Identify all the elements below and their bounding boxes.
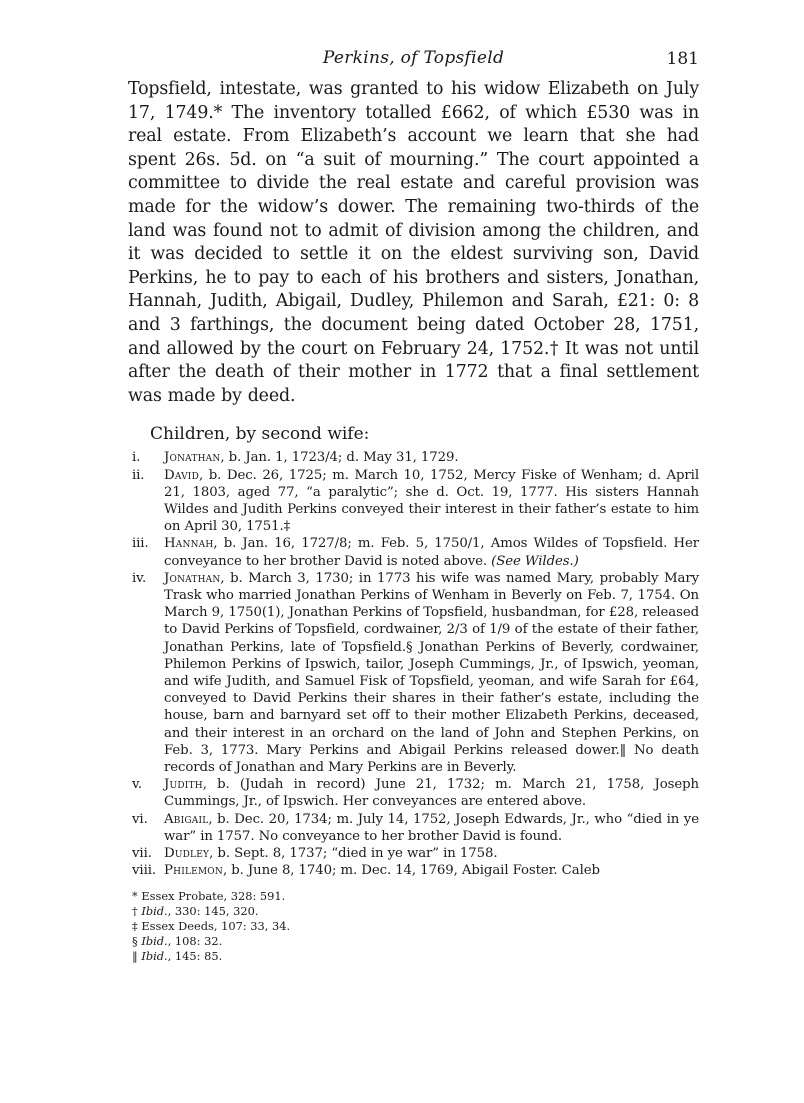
child-name: Jonathan: [164, 450, 221, 466]
child-numeral: ii.: [132, 467, 145, 483]
footnote: [132, 934, 699, 949]
body-paragraph: Topsfield, intestate, was granted to his widow Elizabeth on July 17, 1749.* The inventory totalled £662, of which £530 was in real estate. From Elizabeth’s account we learn that she had spent 26s. 5d. on “a suit of mourning.” The court appointed a committee to divide the real estate and careful provision was made for the widow’s dower. The remaining two-thirds of the land was found not to admit of division among the children, and it was decided to settle it on the eldest surviving son, David Perkins, he to pay to each of his brothers and sisters, Jonathan, Hannah, Judith, Abigail, Dudley, Philemon and Sarah, £21: 0: 8 and 3 farthings, the document being dated October 28, 1751, and allowed by the court on February 24, 1752.† It was not until after the death of their mother in 1772 that a final settlement was made by deed.: [128, 79, 699, 406]
child-numeral: iii.: [132, 536, 149, 552]
footnote-text: Essex Probate, 328: 591.: [137, 889, 286, 904]
child-name: Philemon: [164, 863, 223, 879]
footnote-italic: Ibid.: [141, 904, 168, 919]
child-name: Judith: [164, 777, 203, 793]
footnote-mark: §: [132, 934, 138, 949]
child-numeral: vii.: [132, 845, 152, 861]
child-entry: [128, 811, 699, 845]
child-text: , b. Jan. 1, 1723/4; d. May 31, 1729.: [220, 450, 459, 466]
child-entry: [128, 467, 699, 536]
child-name: Dudley: [164, 845, 210, 861]
footnote-mark: †: [132, 904, 138, 919]
children-heading: Children, by second wife:: [150, 424, 370, 445]
running-head: [128, 46, 699, 74]
child-entry: [128, 535, 699, 569]
footnote-text: , 330: 145, 320.: [167, 904, 259, 919]
child-text: , b. (Judah in record) June 21, 1732; m. March 21, 1758, Joseph Cummings, Jr., of Ipswich. Her conveyances are entered above.: [164, 777, 699, 810]
footnote-mark: ‡: [132, 919, 138, 934]
child-entry: [128, 862, 699, 879]
child-name: Hannah: [164, 536, 214, 552]
running-title: Perkins, of Topsfield: [322, 48, 505, 68]
footnote-mark: ‖: [132, 949, 138, 964]
footnote: [132, 919, 699, 934]
child-entry: [128, 776, 699, 810]
book-page: [128, 46, 699, 964]
child-entry: [128, 845, 699, 862]
child-numeral: v.: [132, 777, 142, 793]
child-text: , b. Sept. 8, 1737; “died in ye war” in 1758.: [209, 845, 498, 861]
child-numeral: iv.: [132, 570, 147, 586]
child-text: , b. Dec. 26, 1725; m. March 10, 1752, Mercy Fiske of Wenham; d. April 21, 1803, aged 77, “a paralytic”; she d. Oct. 19, 1777. His sisters Hannah Wildes and Judith Perkins conveyed their interest in their father’s estate to him on April 30, 1751.‡: [164, 467, 699, 535]
child-text: , b. June 8, 1740; m. Dec. 14, 1769, Abigail Foster. Caleb: [222, 863, 600, 879]
child-text: , b. Jan. 16, 1727/8; m. Feb. 5, 1750/1, Amos Wildes of Topsfield. Her conveyance to her brother David is noted above.: [164, 536, 699, 569]
child-entry: [128, 570, 699, 776]
child-numeral: vi.: [132, 811, 148, 827]
child-text: , b. Dec. 20, 1734; m. July 14, 1752, Joseph Edwards, Jr., who “died in ye war” in 1757. No conveyance to her brother David is found.: [164, 811, 699, 844]
footnote: [132, 889, 699, 904]
footnote-italic: Ibid.: [141, 934, 168, 949]
page-number: 181: [666, 49, 699, 69]
footnote-italic: Ibid.: [141, 949, 168, 964]
child-numeral: viii.: [132, 863, 156, 879]
child-name: David: [164, 467, 199, 483]
children-list: [128, 449, 699, 879]
footnote: [132, 949, 699, 964]
footnote-mark: *: [132, 889, 138, 904]
footnote-text: Essex Deeds, 107: 33, 34.: [137, 919, 291, 934]
child-entry: [128, 449, 699, 466]
child-text: , b. March 3, 1730; in 1773 his wife was named Mary, probably Mary Trask who married Jonathan Perkins of Wenham in Beverly on Feb. 7, 1754. On March 9, 1750(1), Jonathan Perkins of Topsfield, husbandman, for £28, released to David Perkins of Topsfield, cordwainer, 2/3 of 1/9 of the estate of their father, Jonathan Perkins, late of Topsfield.§ Jonathan Perkins of Beverly, cordwainer, Philemon Perkins of Ipswich, tailor, Joseph Cummings, Jr., of Ipswich, yeoman, and wife Judith, and Samuel Fisk of Topsfield, yeoman, and wife Sarah for £64, conveyed to David Perkins their shares in their father’s estate, including the house, barn and barnyard set off to their mother Elizabeth Perkins, deceased, and their interest in an orchard on the land of John and Stephen Perkins, on Feb. 3, 1773. Mary Perkins and Abigail Perkins released dower.‖ No death records of Jonathan and Mary Perkins are in Beverly.: [164, 570, 699, 775]
footnotes: [128, 889, 699, 964]
see-wildes-note: (See Wildes.): [491, 553, 579, 569]
footnote-text: , 108: 32.: [167, 934, 223, 949]
child-numeral: i.: [132, 450, 141, 466]
footnote-text: , 145: 85.: [167, 949, 223, 964]
footnote: [132, 904, 699, 919]
child-name: Abigail: [164, 811, 209, 827]
child-name: Jonathan: [164, 570, 221, 586]
